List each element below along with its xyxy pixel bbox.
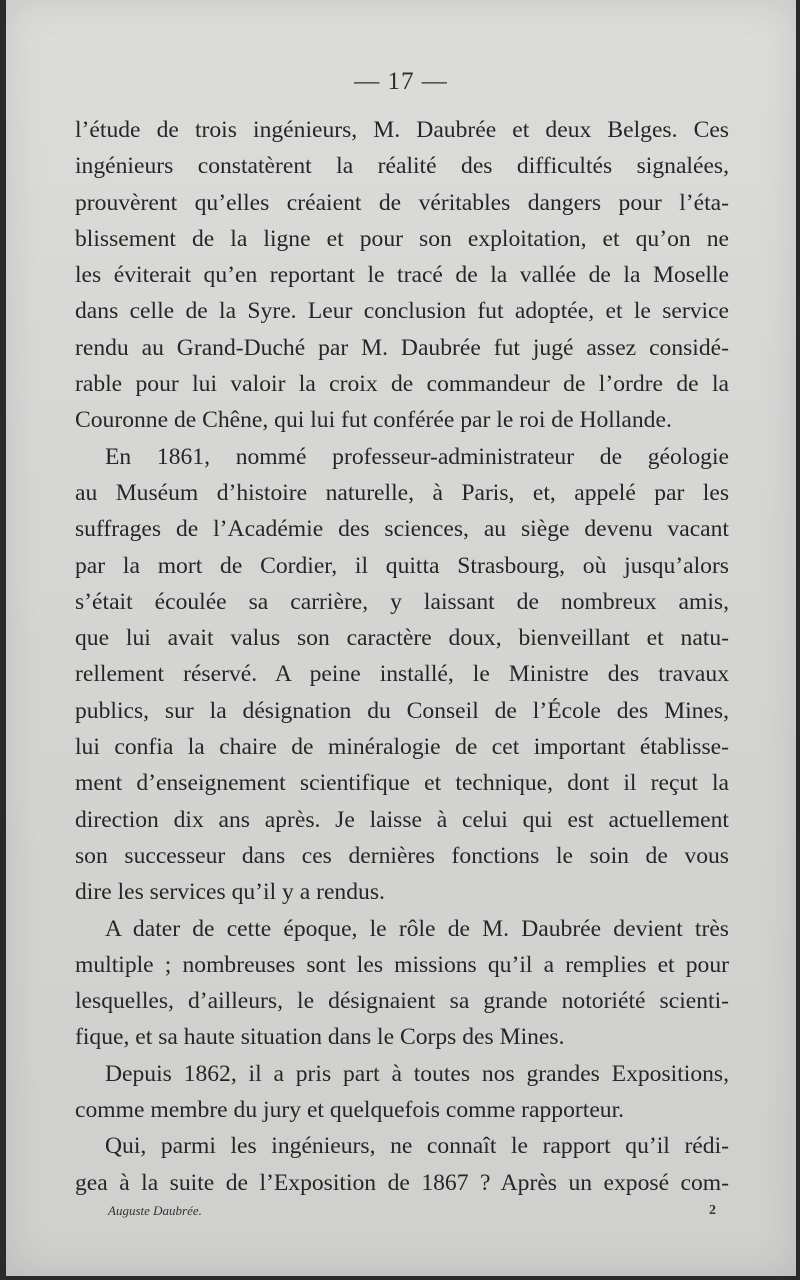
text-line: ingénieurs constatèrent la réalité des difficultés signalées, (75, 153, 729, 180)
text-line: direction dix ans après. Je laisse à celui qui est actuellement (75, 806, 729, 833)
text-line: prouvèrent qu’elles créaient de véritables dangers pour l’éta- (75, 189, 729, 216)
text-line: ment d’enseignement scientifique et technique, dont il reçut la (75, 770, 729, 797)
text-line: rendu au Grand-Duché par M. Daubrée fut jugé assez considé- (75, 334, 729, 361)
text-line: En 1861, nommé professeur-administrateur de géologie (105, 443, 729, 470)
text-line: s’était écoulée sa carrière, y laissant de nombreux amis, (75, 588, 729, 615)
text-line: suffrages de l’Académie des sciences, au siège devenu vacant (75, 516, 729, 543)
text-line: fique, et sa haute situation dans le Corps des Mines. (75, 1024, 565, 1051)
text-line: Couronne de Chêne, qui lui fut conférée par le roi de Hollande. (75, 407, 672, 434)
text-line: dans celle de la Syre. Leur conclusion fut adoptée, et le service (75, 298, 729, 325)
text-line: gea à la suite de l’Exposition de 1867 ? Après un exposé com- (75, 1169, 729, 1196)
text-line: comme membre du jury et quelquefois comme rapporteur. (75, 1097, 625, 1124)
book-page (6, 0, 796, 1276)
text-line: au Muséum d’histoire naturelle, à Paris, et, appelé par les (75, 479, 729, 506)
text-line: lui confia la chaire de minéralogie de cet important établisse- (75, 734, 729, 761)
text-line: par la mort de Cordier, il quitta Strasbourg, où jusqu’alors (75, 552, 729, 579)
text-line: les éviterait qu’en reportant le tracé de la vallée de la Moselle (75, 262, 729, 289)
footer-title: Auguste Daubrée. (108, 1203, 202, 1218)
text-line: rellement réservé. A peine installé, le Ministre des travaux (75, 661, 729, 688)
text-line: que lui avait valus son caractère doux, bienveillant et natu- (75, 625, 729, 652)
text-line: rable pour lui valoir la croix de commandeur de l’ordre de la (75, 371, 729, 398)
footer-signature-mark: 2 (709, 1203, 716, 1218)
text-line: Qui, parmi les ingénieurs, ne connaît le rapport qu’il rédi- (105, 1133, 729, 1160)
text-line: multiple ; nombreuses sont les missions qu’il a remplies et pour (75, 951, 729, 978)
text-line: A dater de cette époque, le rôle de M. Daubrée devient très (105, 915, 729, 942)
text-line: son successeur dans ces dernières fonctions le soin de vous (75, 842, 729, 869)
body-text (75, 112, 729, 1201)
text-line: dire les services qu’il y a rendus. (75, 879, 385, 906)
text-line: Depuis 1862, il a pris part à toutes nos grandes Expositions, (105, 1060, 729, 1087)
text-line: blissement de la ligne et pour son exploitation, et qu’on ne (75, 225, 729, 252)
page-footer (108, 1203, 716, 1219)
text-line: publics, sur la désignation du Conseil de l’École des Mines, (75, 697, 729, 724)
text-line: lesquelles, d’ailleurs, le désignaient sa grande notoriété scienti- (75, 988, 729, 1015)
page-number: — 17 — (354, 68, 448, 95)
text-line: l’étude de trois ingénieurs, M. Daubrée et deux Belges. Ces (75, 117, 729, 143)
